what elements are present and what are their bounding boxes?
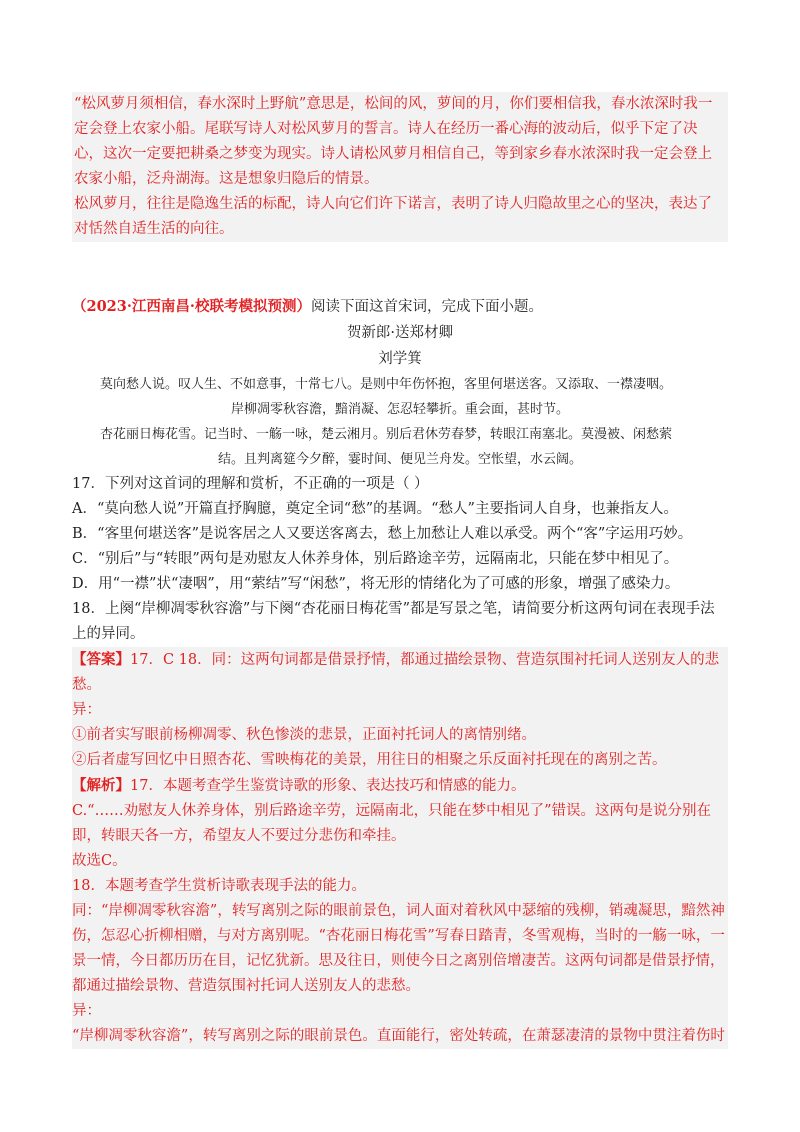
analysis-paragraph: 故选C。 bbox=[72, 853, 127, 869]
previous-answer-block bbox=[72, 92, 728, 242]
answer-diff-2: ②后者虚写回忆中日照杏花、雪映梅花的美景，用往日的相聚之乐反面衬托现在的离别之苦。 bbox=[72, 752, 667, 768]
document-page bbox=[72, 92, 728, 1049]
poem-line: 岸柳凋零秋容澹，黯消凝、怎忍轻攀折。重会面，甚时节。 bbox=[230, 402, 569, 417]
analysis-paragraph: “岸柳凋零秋容澹”，转写离别之际的眼前景色。直面能行，密处转疏，在萧瑟凄清的景物中贯注着伤时 bbox=[72, 1028, 725, 1044]
poem-line: 莫向愁人说。叹人生、不如意事，十常七八。是则中年伤怀抱，客里何堪送客。又添取、一襟凄咽。 bbox=[100, 377, 673, 392]
poem-line: 结。且判离筵今夕醉，霎时间、便见兰舟发。空怅望，水云阔。 bbox=[217, 452, 582, 467]
question-17: 17．下列对这首词的理解和赏析，不正确的一项是（ ） bbox=[72, 476, 429, 492]
answer-diff-label: 异： bbox=[72, 702, 101, 718]
answer-paragraph: 松风萝月，往往是隐逸生活的标配，诗人向它们许下诺言，表明了诗人归隐故里之心的坚决，表达了对恬然自适生活的向往。 bbox=[74, 196, 712, 237]
analysis-paragraph: 18．本题考查学生赏析诗歌表现手法的能力。 bbox=[72, 878, 366, 894]
option-d: D．用“一襟”状“凄咽”，用“萦结”写“闲愁”，将无形的情绪化为了可感的形象，增强了感染力。 bbox=[72, 576, 680, 592]
answer-main: 17．C 18．同：这两句词都是借景抒情，都通过描绘景物、营造氛围衬托词人送别友人的悲愁。 bbox=[72, 652, 720, 693]
poem-title: 贺新郎·送郑材卿 bbox=[346, 325, 454, 341]
analysis-intro: 17．本题考查学生鉴赏诗歌的形象、表达技巧和情感的能力。 bbox=[130, 778, 526, 794]
question-header bbox=[72, 294, 728, 320]
option-a: A．“莫向愁人说”开篇直抒胸臆，奠定全词“愁”的基调。“愁人”主要指词人自身，也兼指友人。 bbox=[72, 501, 678, 517]
answer-diff-1: ①前者实写眼前杨柳凋零、秋色惨淡的悲景，正面衬托词人的离情别绪。 bbox=[72, 727, 536, 743]
poem-author: 刘学箕 bbox=[378, 351, 422, 367]
answer-tag: 【答案】 bbox=[72, 651, 130, 668]
question-18: 18．上阕“岸柳凋零秋容澹”与下阕“杏花丽日梅花雪”都是写景之笔，请简要分析这两句词在表现手法上的异同。 bbox=[72, 601, 715, 642]
analysis-tag: 【解析】 bbox=[72, 777, 130, 794]
option-c: C．“别后”与“转眼”两句是劝慰友人休养身体，别后路途辛劳，远隔南北，只能在梦中相见了。 bbox=[72, 551, 679, 567]
poem-line: 杏花丽日梅花雪。记当时、一觞一咏，楚云湘月。别后君休劳春梦，转眼江南塞北。莫漫被、闲愁萦 bbox=[100, 427, 673, 442]
analysis-paragraph: 同：“岸柳凋零秋容澹”，转写离别之际的眼前景色，词人面对着秋风中瑟缩的残柳，销魂凝思，黯然神伤，怎忍心折柳相赠，与对方离别呢。“杏花丽日梅花雪”写春日踏青，冬雪观梅，当时的一觞一咏，一景一情，今日都历历在目，记忆犹新。思及往日，则使今日之离别倍增凄苦。这两句词都是借景抒情，都通过描绘景物、营造氛围衬托词人送别友人的悲愁。 bbox=[72, 903, 725, 994]
question-source: （2023·江西南昌·校联考模拟预测） bbox=[72, 298, 311, 315]
answer-paragraph: “松风萝月须相信，春水深时上野航”意思是，松间的风，萝间的月，你们要相信我，春水浓深时我一定会登上农家小船。尾联写诗人对松风萝月的誓言。诗人在经历一番心海的波动后，似乎下定了决心，这次一定要把耕桑之梦变为现实。诗人请松风萝月相信自己，等到家乡春水浓深时我一定会登上农家小船，泛舟湖海。这是想象归隐后的情景。 bbox=[74, 96, 713, 187]
option-b: B．“客里何堪送客”是说客居之人又要送客离去，愁上加愁让人难以承受。两个“客”字运用巧妙。 bbox=[72, 526, 693, 542]
answer-line bbox=[72, 647, 728, 698]
question-intro: 阅读下面这首宋词，完成下面小题。 bbox=[310, 299, 543, 315]
analysis-paragraph: 异： bbox=[72, 1003, 101, 1019]
analysis-line bbox=[72, 773, 728, 799]
answer-analysis-block bbox=[72, 647, 728, 1049]
analysis-paragraph: C.“……劝慰友人休养身体，别后路途辛劳，远隔南北，只能在梦中相见了”错误。这两句是说分别在即，转眼天各一方，希望友人不要过分悲伤和牵挂。 bbox=[72, 803, 712, 844]
